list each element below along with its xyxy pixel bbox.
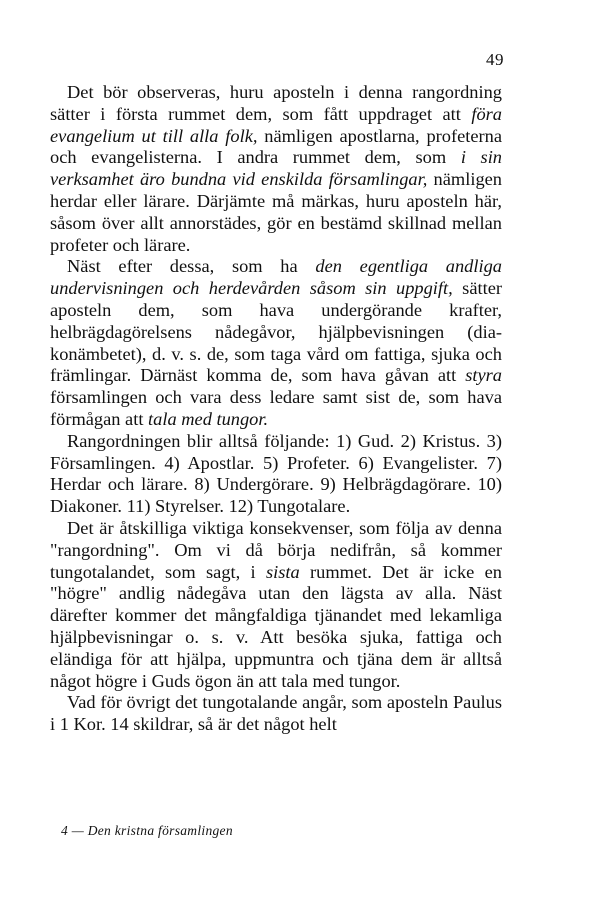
- footer-signature: 4 — Den kristna församlingen: [61, 823, 233, 838]
- paragraph: [50, 82, 502, 256]
- text-run: Det är åtskilliga viktiga konsekvenser, som följa av denna "rangordning". Om vi då börja nedifrån, så kommer tungotalandet, som sagt, i: [50, 517, 502, 582]
- text-run: rummet. Det är icke en "högre" andlig nådegåva utan den lägsta av alla. Näst därefter kommer det mångfaldiga tjänandet med lekamliga hjälpbevisningar o. s. v. Att besöka sjuka, fattiga och eländiga för att hjälpa, uppmuntra och tjäna dem är alltså något högre i Guds ögon än att tala med tungor.: [50, 561, 502, 691]
- text-run: Näst efter dessa, som ha: [67, 256, 316, 277]
- text-run: församlingen och vara dess ledare samt sist de, som hava förmågan att: [50, 387, 502, 429]
- paragraph: [50, 431, 502, 518]
- text-run: nämligen apostlarna, profeterna och evangelisterna. I andra rummet dem, som: [50, 125, 503, 168]
- page-number: 49: [486, 50, 504, 69]
- italic-text: föra evangelium ut till alla folk,: [50, 103, 502, 146]
- text-run: nämligen herdar eller lärare. Därjämte må märkas, huru aposteln här, såsom över allt annorstädes, gör en bestämd skillnad mellan profeter och lärare.: [50, 169, 502, 255]
- text-run: Det bör observeras, huru aposteln i denna rangordning sätter i första rummet dem, som fått uppdraget att: [50, 82, 502, 124]
- italic-text: tala med tungor.: [148, 408, 269, 429]
- body-text: [50, 82, 502, 736]
- italic-text: styra: [465, 365, 502, 386]
- paragraph: [50, 692, 502, 736]
- paragraph: [50, 518, 502, 692]
- text-run: Vad för övrigt det tungotalande angår, som aposteln Paulus i 1 Kor. 14 skildrar, så är det något helt: [50, 692, 502, 735]
- italic-text: sista: [266, 561, 300, 582]
- text-run: sätter aposteln dem, som hava undergörande krafter, helbrägdagörelsens nådegåvor, hjälpbevisningen (diakonämbetet), d. v. s. de, som taga vård om fattiga, sjuka och främlingar. Därnäst komma de, som hava gåvan att: [50, 278, 502, 386]
- italic-text: i sin verksamhet äro bundna vid enskilda församlingar,: [50, 147, 503, 190]
- italic-text: den egentliga andliga undervisningen och herdevården såsom sin uppgift,: [50, 256, 502, 299]
- paragraph: [50, 256, 502, 430]
- text-run: Rangordningen blir alltså följande: 1) Gud. 2) Kristus. 3) Församlingen. 4) Apostlar. 5) Profeter. 6) Evangelister. 7) Herdar och lärare. 8) Undergörare. 9) Helbrägdagörare. 10) Diakoner. 11) Styrelser. 12) Tungotalare.: [50, 430, 502, 517]
